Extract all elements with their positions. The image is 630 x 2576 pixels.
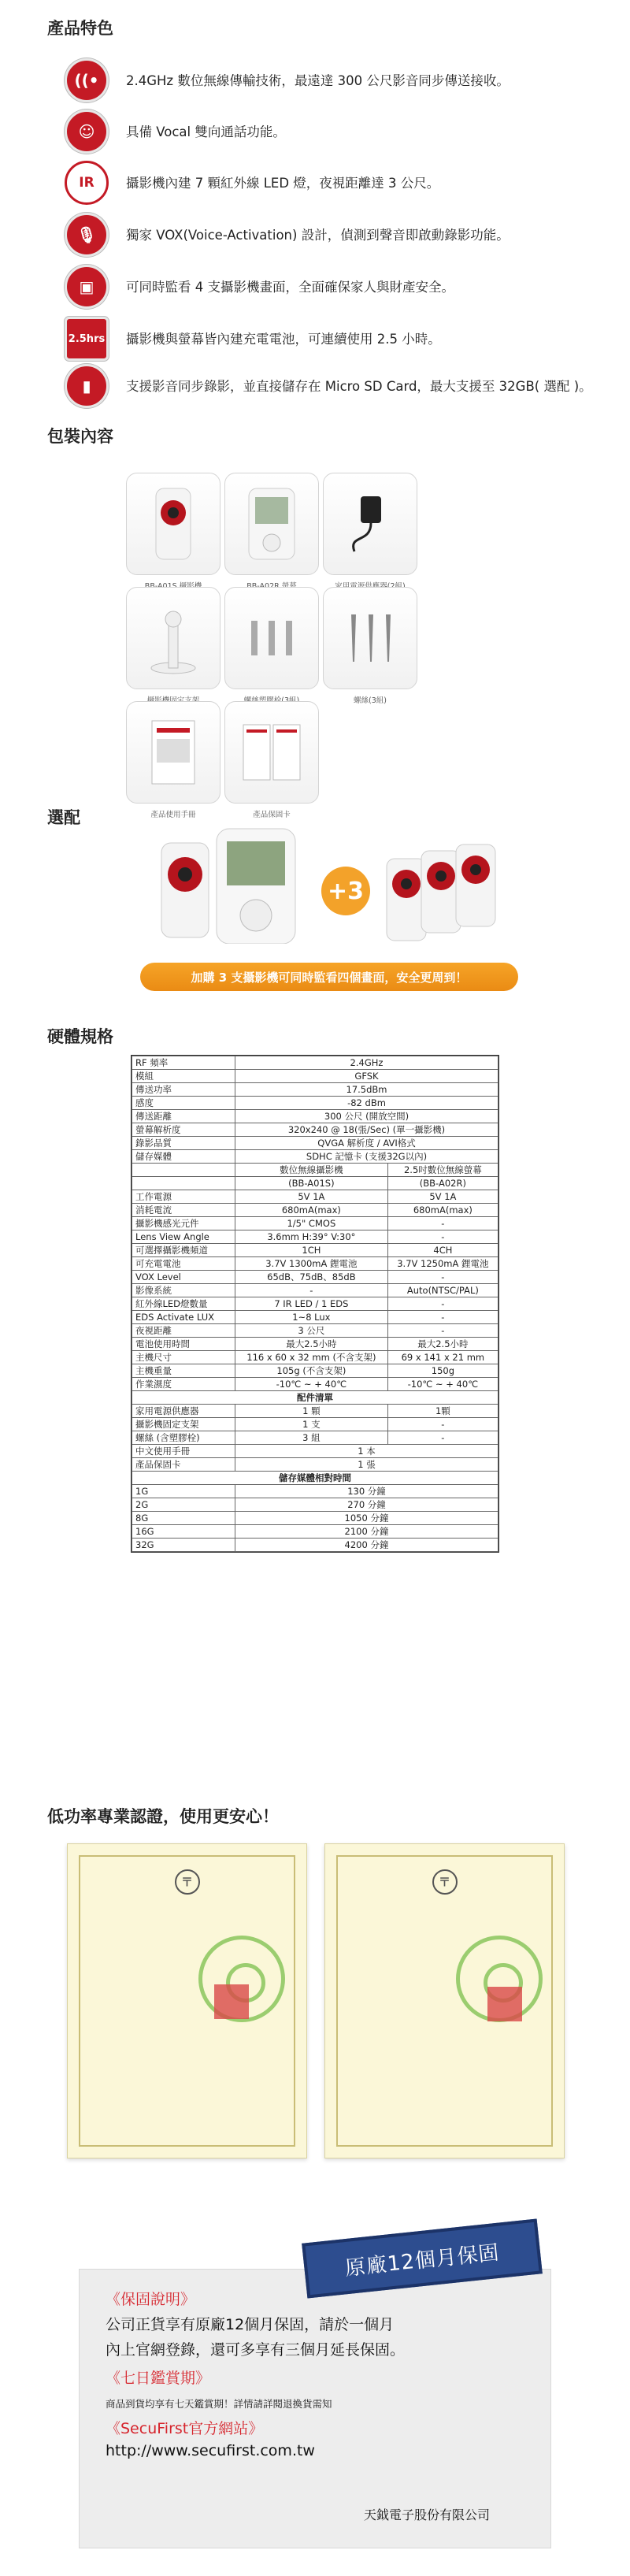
spec-value: 2100 分鐘 <box>235 1525 498 1539</box>
package-item-camera <box>126 473 220 591</box>
spec-label: 錄影品質 <box>132 1137 235 1150</box>
sd-card-icon: ▮ <box>65 364 109 408</box>
spec-camera-value: 3 公尺 <box>235 1324 388 1338</box>
spec-monitor-value: 5V 1A <box>387 1190 498 1204</box>
spec-row <box>132 1137 498 1150</box>
spec-camera-value: 1CH <box>235 1244 388 1257</box>
spec-cell <box>132 1164 235 1177</box>
spec-row <box>132 1244 498 1257</box>
certificate-stamp-icon <box>214 1984 249 2019</box>
certificate-logo-icon: 〒 <box>175 1869 200 1895</box>
feature-item <box>65 159 600 206</box>
spec-label: 32G <box>132 1539 235 1552</box>
options-plus-text: +3 <box>327 877 364 905</box>
spec-label: 家用電源供應器 <box>132 1405 235 1418</box>
package-item-manual <box>126 701 220 819</box>
spec-row <box>132 1498 498 1512</box>
spec-value: 1 本 <box>235 1445 498 1458</box>
spec-label: 模組 <box>132 1070 235 1083</box>
spec-row <box>132 1338 498 1351</box>
spec-accessories-header-row <box>132 1391 498 1405</box>
spec-monitor-value: - <box>387 1217 498 1230</box>
spec-monitor-value: - <box>387 1311 498 1324</box>
spec-label: 傳送功率 <box>132 1083 235 1097</box>
warranty-body-line1: 公司正貨享有原廠12個月保固，請於一個月 <box>106 2316 395 2333</box>
spec-value: 320x240 @ 18(張/Sec) (單一攝影機) <box>235 1123 498 1137</box>
spec-monitor-value: - <box>387 1324 498 1338</box>
spec-label: 攝影機固定支架 <box>132 1418 235 1431</box>
spec-camera-value: 116 x 60 x 32 mm (不含支架) <box>235 1351 388 1364</box>
options-bundle-image <box>154 826 327 944</box>
options-banner: 加購 3 支攝影機可同時監看四個畫面，安全更周到！ <box>140 963 518 991</box>
spec-device-camera: 數位無線攝影機 <box>235 1164 388 1177</box>
spec-row <box>132 1525 498 1539</box>
monitor-image <box>224 473 319 575</box>
appreciation-note: 商品到貨均享有七天鑑賞期！詳情請詳閱退換貨需知 <box>106 2398 332 2410</box>
warranty-badge: 原廠12個月保固 <box>302 2219 543 2299</box>
spec-row <box>132 1297 498 1311</box>
spec-camera-value: 5V 1A <box>235 1190 388 1204</box>
infrared-icon <box>65 161 109 205</box>
options-extra-cameras-image <box>382 843 500 945</box>
feature-item <box>65 108 600 155</box>
spec-label: 16G <box>132 1525 235 1539</box>
appreciation-title: 《七日鑑賞期》 <box>106 2370 211 2387</box>
website-url[interactable]: http://www.secufirst.com.tw <box>106 2442 315 2459</box>
spec-camera-value: 3.6mm H:39° V:30° <box>235 1230 388 1244</box>
microphone-icon: 🎙 <box>65 213 109 257</box>
spec-monitor-value: 69 x 141 x 21 mm <box>387 1351 498 1364</box>
spec-row <box>132 1217 498 1230</box>
spec-row <box>132 1445 498 1458</box>
spec-label: 產品保固卡 <box>132 1458 235 1472</box>
spec-row <box>132 1324 498 1338</box>
spec-table <box>132 1056 498 1552</box>
spec-label: 儲存媒體 <box>132 1150 235 1164</box>
warranty-card-image <box>224 701 319 804</box>
spec-device-model-row <box>132 1177 498 1190</box>
feature-icon-label: 2.5hrs <box>68 332 106 345</box>
spec-value: SDHC 記憶卡 (支援32G以內) <box>235 1150 498 1164</box>
certificate-stamp-icon <box>487 1987 522 2021</box>
spec-label: 影像系統 <box>132 1284 235 1297</box>
quad-camera-icon: ▣ <box>65 265 109 309</box>
spec-camera-value: 105g (不含支架) <box>235 1364 388 1378</box>
section-title-package: 包裝內容 <box>47 427 113 446</box>
battery-icon <box>65 317 109 361</box>
feature-item <box>65 315 600 362</box>
feature-text: 攝影機與螢幕皆內建充電電池，可連續使用 2.5 小時。 <box>126 331 441 347</box>
spec-row <box>132 1083 498 1097</box>
company-name: 天鉞電子股份有限公司 <box>364 2507 491 2522</box>
package-item-warranty-card <box>224 701 319 819</box>
spec-value: 1050 分鐘 <box>235 1512 498 1525</box>
section-title-certification: 低功率專業認證，使用更安心！ <box>47 1807 279 1826</box>
spec-row <box>132 1485 498 1498</box>
spec-camera-value: 1/5" CMOS <box>235 1217 388 1230</box>
package-caption: 螺絲(3組) <box>354 696 387 705</box>
spec-camera-value: -10℃ ~ + 40℃ <box>235 1378 388 1391</box>
spec-monitor-value: 1顆 <box>387 1405 498 1418</box>
feature-item <box>65 57 600 104</box>
spec-row <box>132 1458 498 1472</box>
spec-row <box>132 1257 498 1271</box>
feature-text: 支援影音同步錄影，並直接儲存在 Micro SD Card，最大支援至 32GB( 選配 )。 <box>126 378 592 394</box>
spec-row <box>132 1123 498 1137</box>
screws-image <box>323 587 417 689</box>
spec-camera-value: 1 支 <box>235 1418 388 1431</box>
spec-row <box>132 1204 498 1217</box>
feature-icon-label: IR <box>79 175 94 191</box>
feature-text: 2.4GHz 數位無線傳輸技術，最遠達 300 公尺影音同步傳送接收。 <box>126 72 510 88</box>
package-item-monitor <box>224 473 319 591</box>
spec-row <box>132 1364 498 1378</box>
spec-device-monitor-model: (BB-A02R) <box>387 1177 498 1190</box>
spec-monitor-value: -10℃ ~ + 40℃ <box>387 1378 498 1391</box>
spec-label: 主機尺寸 <box>132 1351 235 1364</box>
spec-monitor-value: 最大2.5小時 <box>387 1338 498 1351</box>
section-title-specs: 硬體規格 <box>47 1027 113 1046</box>
spec-row <box>132 1271 498 1284</box>
spec-camera-value: 1 顆 <box>235 1405 388 1418</box>
spec-monitor-value: Auto(NTSC/PAL) <box>387 1284 498 1297</box>
feature-text: 具備 Vocal 雙向通話功能。 <box>126 124 286 139</box>
spec-device-header-row <box>132 1164 498 1177</box>
spec-camera-value: 65dB、75dB、85dB <box>235 1271 388 1284</box>
spec-value: -82 dBm <box>235 1097 498 1110</box>
feature-item <box>65 263 600 310</box>
spec-label: Lens View Angle <box>132 1230 235 1244</box>
feature-item <box>65 211 600 258</box>
spec-storage-header-row <box>132 1472 498 1485</box>
spec-label: 消耗電流 <box>132 1204 235 1217</box>
wifi-icon: ((• <box>65 58 109 102</box>
website-title: 《SecuFirst官方網站》 <box>106 2420 264 2437</box>
spec-value: 130 分鐘 <box>235 1485 498 1498</box>
feature-text: 可同時監看 4 支攝影機畫面，全面確保家人與財產安全。 <box>126 279 454 295</box>
certificate-border <box>336 1855 553 2147</box>
camera-image <box>126 473 220 575</box>
manual-image <box>126 701 220 804</box>
spec-value: 1 張 <box>235 1458 498 1472</box>
spec-device-monitor: 2.5吋數位無線螢幕 <box>387 1164 498 1177</box>
spec-storage-header: 儲存媒體相對時間 <box>132 1472 498 1485</box>
spec-label: 中文使用手冊 <box>132 1445 235 1458</box>
spec-camera-value: - <box>235 1284 388 1297</box>
spec-monitor-value: - <box>387 1271 498 1284</box>
spec-camera-value: 680mA(max) <box>235 1204 388 1217</box>
spec-row <box>132 1110 498 1123</box>
stand-image <box>126 587 220 689</box>
spec-row <box>132 1351 498 1364</box>
spec-row <box>132 1150 498 1164</box>
spec-label: 8G <box>132 1512 235 1525</box>
certificate-logo-icon: 〒 <box>432 1869 458 1895</box>
spec-label: 作業濕度 <box>132 1378 235 1391</box>
spec-row <box>132 1418 498 1431</box>
spec-device-camera-model: (BB-A01S) <box>235 1177 388 1190</box>
spec-row <box>132 1097 498 1110</box>
spec-label: 電池使用時間 <box>132 1338 235 1351</box>
certificate-left <box>67 1843 307 2158</box>
certificate-right <box>324 1843 565 2158</box>
spec-monitor-value: 3.7V 1250mA 鋰電池 <box>387 1257 498 1271</box>
spec-label: 可選擇攝影機頻道 <box>132 1244 235 1257</box>
spec-cell <box>132 1177 235 1190</box>
spec-accessories-header: 配件清單 <box>132 1391 498 1405</box>
spec-row <box>132 1378 498 1391</box>
package-caption: 產品保固卡 <box>253 811 291 819</box>
spec-row <box>132 1311 498 1324</box>
spec-row <box>132 1405 498 1418</box>
feature-item <box>65 362 600 410</box>
spec-label: 傳送距離 <box>132 1110 235 1123</box>
spec-label: 紅外線LED燈數量 <box>132 1297 235 1311</box>
warranty-title: 《保固說明》 <box>106 2291 196 2308</box>
spec-row <box>132 1431 498 1445</box>
spec-camera-value: 3.7V 1300mA 鋰電池 <box>235 1257 388 1271</box>
package-item-anchors <box>224 587 319 705</box>
spec-label: 主機重量 <box>132 1364 235 1378</box>
spec-value: 4200 分鐘 <box>235 1539 498 1552</box>
package-item-stand <box>126 587 220 705</box>
spec-camera-value: 7 IR LED / 1 EDS <box>235 1297 388 1311</box>
spec-row <box>132 1539 498 1552</box>
spec-label: 感度 <box>132 1097 235 1110</box>
spec-label: VOX Level <box>132 1271 235 1284</box>
spec-label: EDS Activate LUX <box>132 1311 235 1324</box>
spec-value: 300 公尺 (開放空間) <box>235 1110 498 1123</box>
spec-monitor-value: - <box>387 1230 498 1244</box>
certificate-border <box>79 1855 295 2147</box>
spec-value: GFSK <box>235 1070 498 1083</box>
spec-row <box>132 1512 498 1525</box>
spec-camera-value: 最大2.5小時 <box>235 1338 388 1351</box>
package-item-adapter <box>323 473 417 591</box>
spec-row <box>132 1230 498 1244</box>
section-title-features: 產品特色 <box>47 19 113 38</box>
spec-label: 可充電電池 <box>132 1257 235 1271</box>
spec-label: 螺絲 (含塑膠栓) <box>132 1431 235 1445</box>
spec-table-wrap <box>131 1055 499 1553</box>
spec-row <box>132 1070 498 1083</box>
spec-monitor-value: 4CH <box>387 1244 498 1257</box>
feature-text: 攝影機內建 7 顆紅外線 LED 燈，夜視距離達 3 公尺。 <box>126 175 440 191</box>
feature-text: 獨家 VOX(Voice-Activation) 設計，偵測到聲音即啟動錄影功能。 <box>126 227 510 243</box>
spec-row <box>132 1284 498 1297</box>
spec-monitor-value: - <box>387 1418 498 1431</box>
spec-label: 1G <box>132 1485 235 1498</box>
spec-label: 夜視距離 <box>132 1324 235 1338</box>
options-plus-badge <box>321 867 370 915</box>
spec-row <box>132 1056 498 1070</box>
anchors-image <box>224 587 319 689</box>
spec-label: 工作電源 <box>132 1190 235 1204</box>
package-item-screws <box>323 587 417 705</box>
adapter-image <box>323 473 417 575</box>
voice-icon: ☺ <box>65 109 109 154</box>
spec-monitor-value: 680mA(max) <box>387 1204 498 1217</box>
spec-value: QVGA 解析度 / AVI格式 <box>235 1137 498 1150</box>
package-caption: 產品使用手冊 <box>150 811 196 819</box>
spec-row <box>132 1190 498 1204</box>
spec-monitor-value: 150g <box>387 1364 498 1378</box>
section-title-options: 選配 <box>47 808 80 827</box>
warranty-body-line2: 內上官網登錄，還可多享有三個月延長保固。 <box>106 2341 406 2359</box>
spec-value: 270 分鐘 <box>235 1498 498 1512</box>
spec-label: 螢幕解析度 <box>132 1123 235 1137</box>
spec-value: 2.4GHz <box>235 1056 498 1070</box>
spec-label: RF 頻率 <box>132 1056 235 1070</box>
spec-camera-value: 3 組 <box>235 1431 388 1445</box>
spec-label: 2G <box>132 1498 235 1512</box>
spec-value: 17.5dBm <box>235 1083 498 1097</box>
spec-camera-value: 1~8 Lux <box>235 1311 388 1324</box>
spec-label: 攝影機感光元件 <box>132 1217 235 1230</box>
spec-monitor-value: - <box>387 1431 498 1445</box>
spec-monitor-value: - <box>387 1297 498 1311</box>
